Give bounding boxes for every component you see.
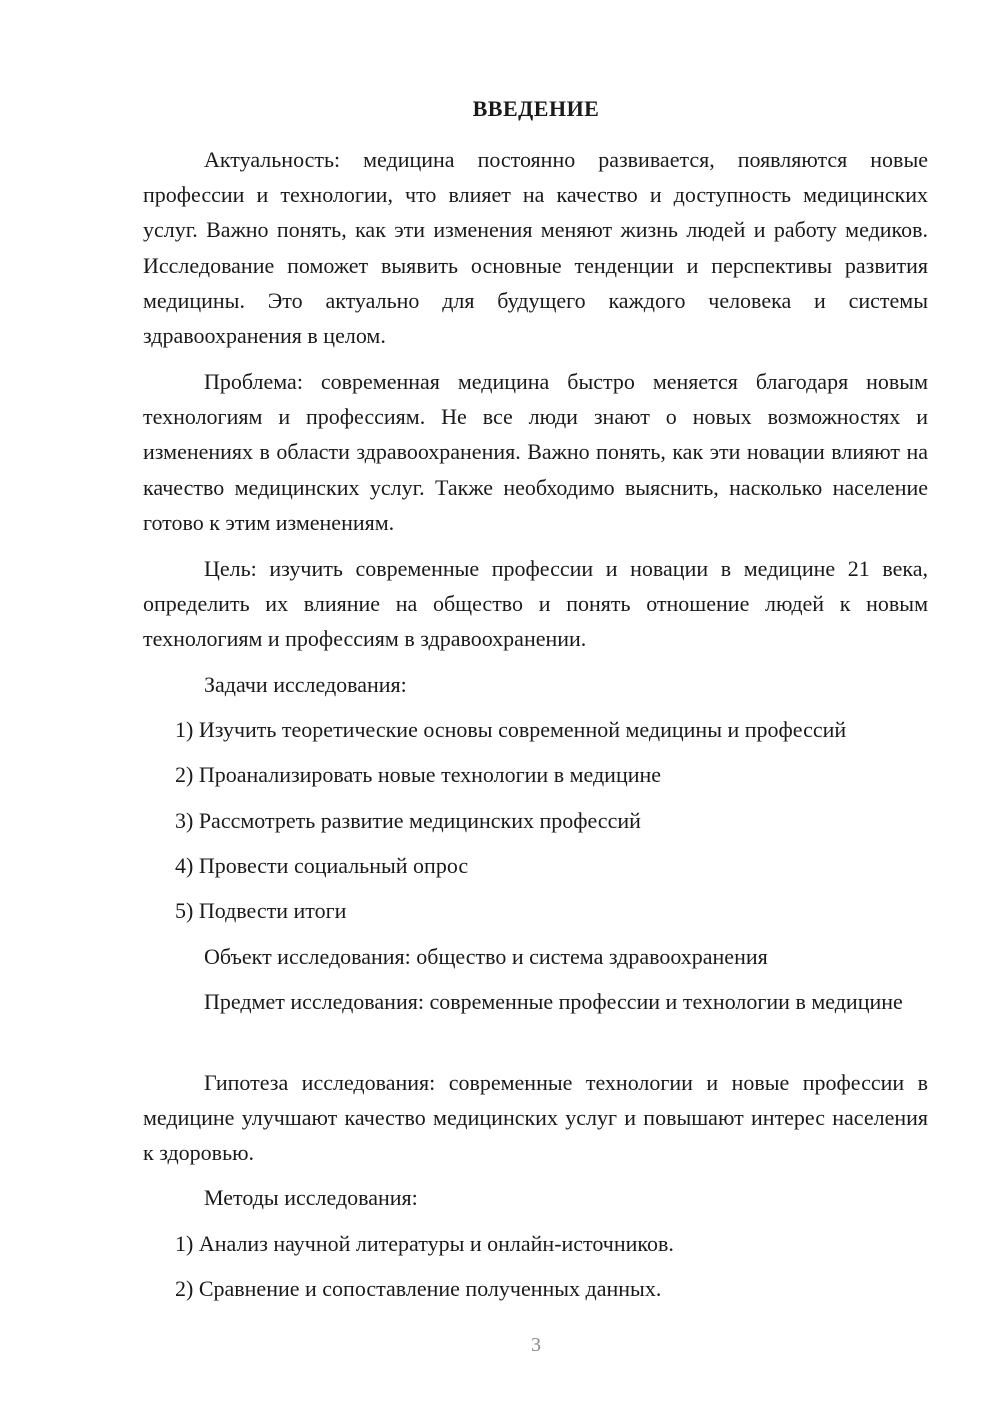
method-item: 2) Сравнение и сопоставление полученных данных.	[175, 1276, 662, 1301]
problem-paragraph: Проблема: современная медицина быстро меняется благодаря новым технологиям и профессиям. Не все люди знают о новых возможностях и изменениях в области здравоохранения. Важно понять, как эти новации влияют на качество медицинских услуг. Также необходимо выяснить, насколько население готово к этим изменениям.	[143, 369, 928, 535]
task-item: 3) Рассмотреть развитие медицинских профессий	[175, 808, 641, 833]
hypothesis-paragraph: Гипотеза исследования: современные технологии и новые профессии в медицине улучшают качество медицинских услуг и повышают интерес населения к здоровью.	[143, 1070, 928, 1166]
subject-paragraph: Предмет исследования: современные профессии и технологии в медицине	[204, 989, 903, 1014]
task-item: 2) Проанализировать новые технологии в медицине	[175, 762, 662, 787]
method-item: 1) Анализ научной литературы и онлайн-источников.	[175, 1231, 674, 1256]
relevance-paragraph: Актуальность: медицина постоянно развивается, появляются новые профессии и технологии, что влияет на качество и доступность медицинских услуг. Важно понять, как эти изменения меняют жизнь людей и работу медиков. Исследование поможет выявить основные тенденции и перспективы развития медицины. Это актуально для будущего каждого человека и системы здравоохранения в целом.	[143, 147, 928, 349]
task-item: 4) Провести социальный опрос	[175, 853, 469, 878]
methods-title: Методы исследования:	[204, 1185, 418, 1210]
task-item: 1) Изучить теоретические основы современной медицины и профессий	[175, 717, 847, 742]
page-number: 3	[531, 1334, 541, 1356]
page-title: ВВЕДЕНИЕ	[472, 96, 600, 121]
tasks-title: Задачи исследования:	[204, 672, 407, 697]
object-paragraph: Объект исследования: общество и система здравоохранения	[204, 944, 768, 969]
goal-paragraph: Цель: изучить современные профессии и новации в медицине 21 века, определить их влияние на общество и понять отношение людей к новым технологиям и профессиям в здравоохранении.	[143, 556, 928, 652]
task-item: 5) Подвести итоги	[175, 898, 347, 923]
